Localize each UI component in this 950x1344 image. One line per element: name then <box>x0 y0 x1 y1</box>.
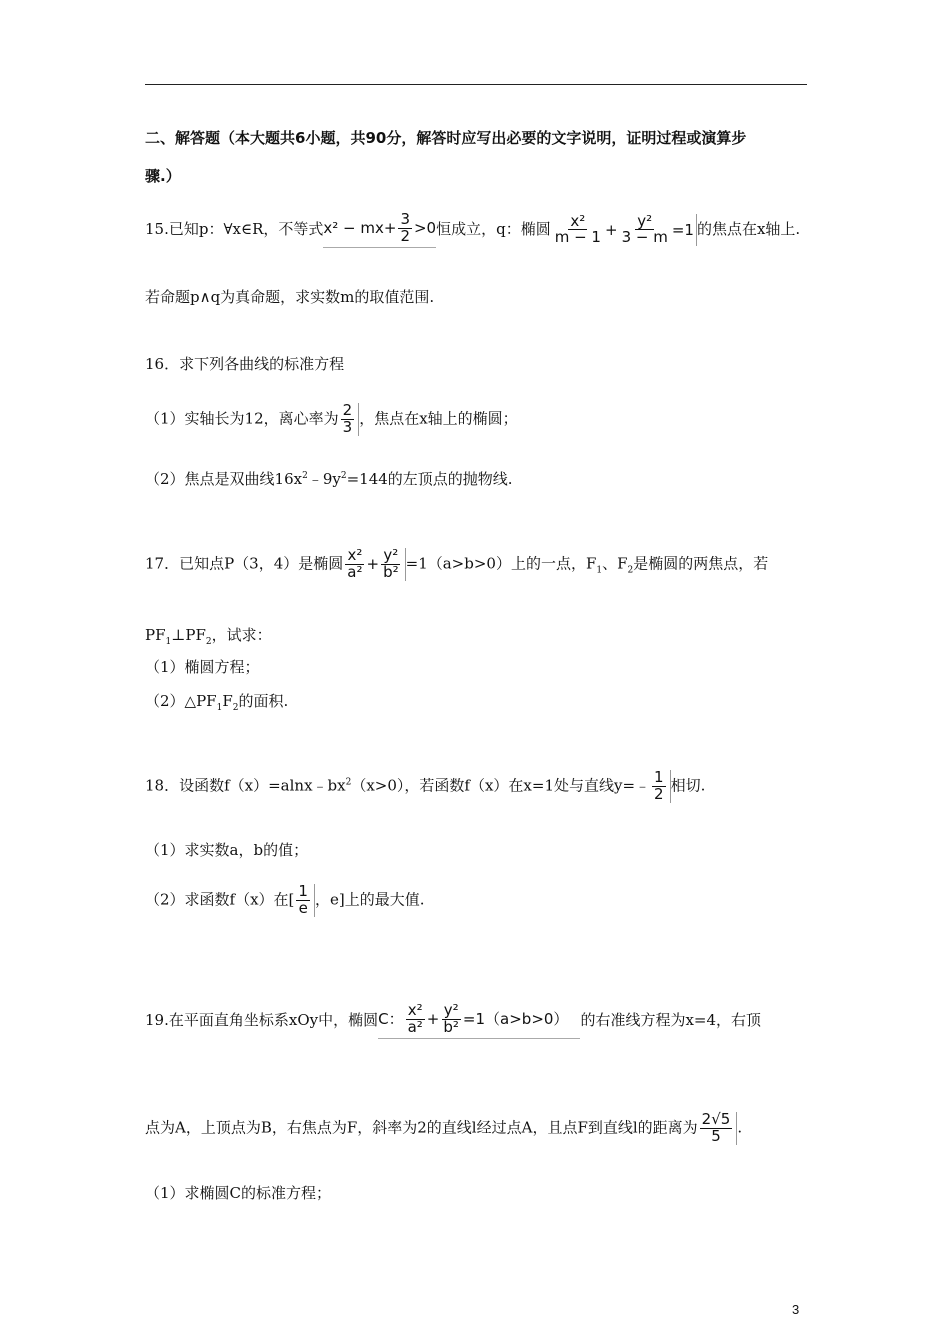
fraction: $\frac{\text{y²}}{\text{b²}}$ <box>383 546 399 581</box>
question-15-line2: 若命题p∧q为真命题，求实数m的取值范围. <box>145 288 435 306</box>
question-16-part2: （2）焦点是双曲线$16x^2﹣9y^2=144$的左顶点的抛物线. <box>145 470 513 488</box>
question-17-part2: $(2)\triangle PF_1F_2$的面积. <box>145 692 289 713</box>
fraction: $\frac{2}{3}$ <box>342 401 353 436</box>
fraction: $\frac{3}{2}$ <box>400 210 410 245</box>
q15-ellipse: $\frac{\text{x²}}{m - 1}$ + $\frac{\text{y²}}{3 - m}$ =1 <box>551 214 697 247</box>
fraction: $\frac{2√5}{5}$ <box>701 1110 731 1145</box>
question-19-line1: 19.在平面直角坐标系xOy中，椭圆C： $\frac{\text{x²}}{\text{a²}}$ + $\frac{\text{y²}}{\text{b²}}$ =1（a>b>0） 的右准线方程为x=4，右顶 <box>145 1003 761 1039</box>
question-15-line1 <box>145 212 800 248</box>
q17-ellipse: $\frac{\text{x²}}{\text{a²}}$ + $\frac{\text{y²}}{\text{b²}}$ <box>343 548 405 581</box>
question-19-part1: （1）求椭圆C的标准方程； <box>145 1184 332 1202</box>
question-16-title: 16．求下列各曲线的标准方程 <box>145 355 345 373</box>
fraction: $\frac{\text{x²}}{m - 1}$ <box>554 211 601 247</box>
section-title-line2: 骤.） <box>145 167 181 185</box>
section-title-line1: 二、解答题（本大题共6小题，共90分，解答时应写出必要的文字说明，证明过程或演算步 <box>145 129 747 147</box>
question-17-line1: 17．已知点P（3，4）是椭圆 $\frac{\text{x²}}{\text{a²}}$ + $\frac{\text{y²}}{\text{b²}}$ =1（a>b>0）上的一点，$F_1$、$F_2$是椭圆的两焦点，若 <box>145 546 769 581</box>
fraction: $\frac{1}{2}$ <box>654 768 664 803</box>
q15-pre: 15.已知p：∀x∈R，不等式 <box>145 219 324 238</box>
q15-mid: 恒成立，q：椭圆 <box>436 219 551 238</box>
page-number: 3 <box>792 1302 800 1317</box>
q19-ellipse: C： $\frac{\text{x²}}{\text{a²}}$ + $\frac{\text{y²}}{\text{b²}}$ =1（a>b>0） <box>378 1003 580 1039</box>
question-19-line2: 点为A，上顶点为B，右焦点为F，斜率为2的直线l经过点A，且点F到直线l的距离为 $\frac{2√5}{5}$ . <box>145 1110 743 1145</box>
fraction: $\frac{\text{y²}}{3 - m}$ <box>621 211 668 247</box>
q15-post: 的焦点在x轴上. <box>696 219 801 238</box>
fraction: $\frac{\text{x²}}{\text{a²}}$ <box>407 1001 423 1036</box>
question-18-line1: 18．设函数$f(x)=alnx﹣bx^2(x>0)$，若函数f（x）在x=1处与直线y=﹣ $\frac{1}{2}$ 相切. <box>145 768 706 803</box>
question-18-part1: （1）求实数a，b的值； <box>145 841 309 859</box>
q15-inequality: x² − mx+ $\frac{3}{2}$ >0 <box>323 212 436 248</box>
fraction: $\frac{\text{y²}}{\text{b²}}$ <box>443 1001 459 1036</box>
question-18-part2: （2）求函数f（x）在[ $\frac{1}{e}$ ，e]上的最大值. <box>145 882 425 917</box>
question-17-line2: $PF_1\perp PF_2$，试求： <box>145 626 272 647</box>
fraction: $\frac{1}{e}$ <box>298 882 308 917</box>
question-16-part1: （1）实轴长为12，离心率为 $\frac{2}{3}$ ，焦点在x轴上的椭圆； <box>145 401 518 436</box>
fraction: $\frac{\text{x²}}{\text{a²}}$ <box>347 546 363 581</box>
question-17-part1: （1）椭圆方程； <box>145 658 260 676</box>
header-rule <box>145 84 807 85</box>
